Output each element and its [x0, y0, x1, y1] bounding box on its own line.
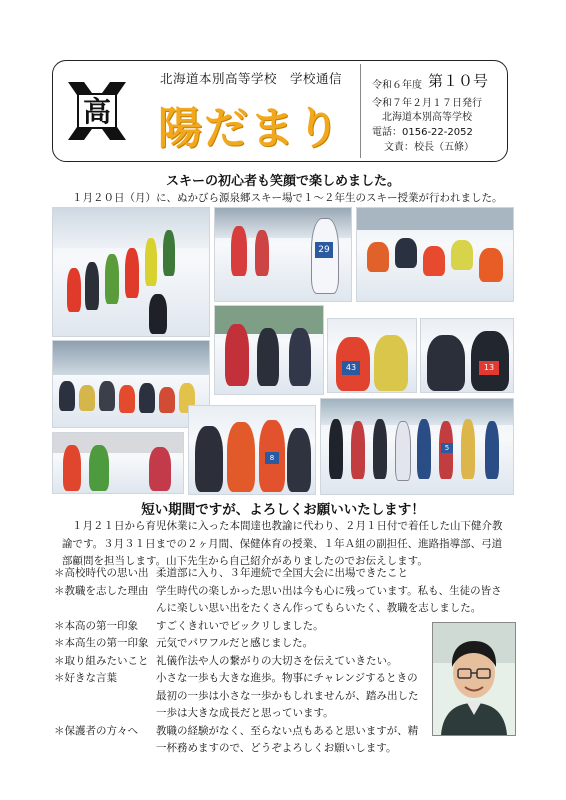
- issue-year: 令和６年度: [372, 80, 422, 91]
- article-heading-new-teacher: 短い期間ですが、よろしくお願いいたします！: [141, 502, 425, 518]
- qa-question: ＊保護者の方々へ: [54, 724, 138, 737]
- school-crest-logo: [64, 78, 130, 144]
- school-name-line: 北海道本別高等学校 学校通信: [160, 71, 343, 86]
- bib-number: 29: [315, 242, 333, 258]
- qa-question: ＊好きな言葉: [54, 672, 117, 684]
- header-divider: [360, 64, 361, 158]
- ski-photo-lodge-pair: [52, 432, 184, 494]
- qa-answer: 学生時代の楽しかった思い出は今も心に残っています。私も、生徒の皆さんに楽しい思い出をたくさん作ってもらいたく、教職を志しました。: [156, 584, 502, 614]
- bib-number: 8: [265, 452, 279, 464]
- qa-item: [54, 618, 424, 636]
- bib-number: 13: [479, 361, 499, 375]
- newsletter-title: 陽だまり: [158, 103, 342, 154]
- qa-question: ＊取り組みたいこと: [54, 654, 149, 667]
- qa-answer: 礼儀作法や人の繋がりの大切さを伝えていきたい。: [156, 654, 398, 667]
- self-introduction-list: [54, 565, 502, 758]
- ski-photo-group-line: [52, 207, 210, 337]
- issue-date: 令和７年２月１７日発行: [372, 98, 482, 109]
- qa-item: [54, 723, 424, 758]
- qa-item: [54, 635, 424, 653]
- bib-number: 5: [441, 443, 453, 453]
- qa-question: ＊教職を志した理由: [54, 584, 149, 597]
- qa-item: [54, 583, 502, 618]
- qa-item: [54, 653, 424, 671]
- logo-glyph: 高: [82, 95, 112, 128]
- article-intro-ski: １月２０日（月）に、ぬかびら源泉郷スキー場で１～２年生のスキー授業が行われました。: [72, 192, 503, 204]
- issue-phone: 電話：0156-22-2052: [372, 127, 473, 138]
- new-teacher-intro-text: １月２１日から育児休業に入った本間達也教諭に代わり、２月１日付で着任した山下健介教諭です。３月３１日までの２ヶ月間、保健体育の授業、１年Ａ組の副担任、進路指導部、弓道部顧問を担当します。山下先生から自己紹介がありましたのでお伝えします。: [62, 520, 503, 567]
- qa-answer: 教職の経験がなく、至らない点もあると思いますが、精一杯務めますので、どうぞよろしくお願いします。: [156, 724, 419, 754]
- qa-answer: 柔道部に入り、３年連続で全国大会に出場できたこと: [156, 567, 408, 579]
- ski-photo-slope-group: [52, 340, 210, 428]
- qa-question: ＊高校時代の思い出: [54, 567, 149, 579]
- qa-answer: すごくきれいでビックリしました。: [156, 619, 324, 632]
- qa-answer: 元気でパワフルだと感じました。: [156, 637, 314, 649]
- ski-photo-two-boys: [420, 318, 514, 393]
- bib-number: 43: [342, 361, 360, 375]
- qa-question: ＊本高生の第一印象: [54, 637, 149, 649]
- issue-editor: 文責：校長（五條）: [384, 142, 474, 153]
- ski-photo-two-skiers: [214, 207, 352, 302]
- ski-photo-line-skiers: [320, 398, 514, 495]
- ski-photo-close-group: [188, 405, 316, 495]
- ski-photo-two-smiling: [327, 318, 417, 393]
- article-heading-ski: スキーの初心者も笑顔で楽しめました。: [165, 174, 400, 189]
- teacher-portrait-photo: [432, 622, 516, 736]
- issue-school: 北海道本別高等学校: [382, 112, 472, 123]
- qa-item: [54, 565, 424, 583]
- qa-answer: 小さな一歩も大きな進歩。物事にチャレンジするときの最初の一歩は小さな一歩かもしれませんが、踏み出した一歩は大きな成長だと思っています。: [156, 672, 419, 719]
- qa-item: [54, 670, 424, 723]
- ski-photo-sitting-group: [356, 207, 514, 302]
- new-teacher-paragraph: [62, 518, 510, 571]
- ski-photo-three-students: [214, 305, 324, 395]
- issue-number: 第１０号: [428, 72, 489, 90]
- qa-question: ＊本高の第一印象: [54, 619, 138, 632]
